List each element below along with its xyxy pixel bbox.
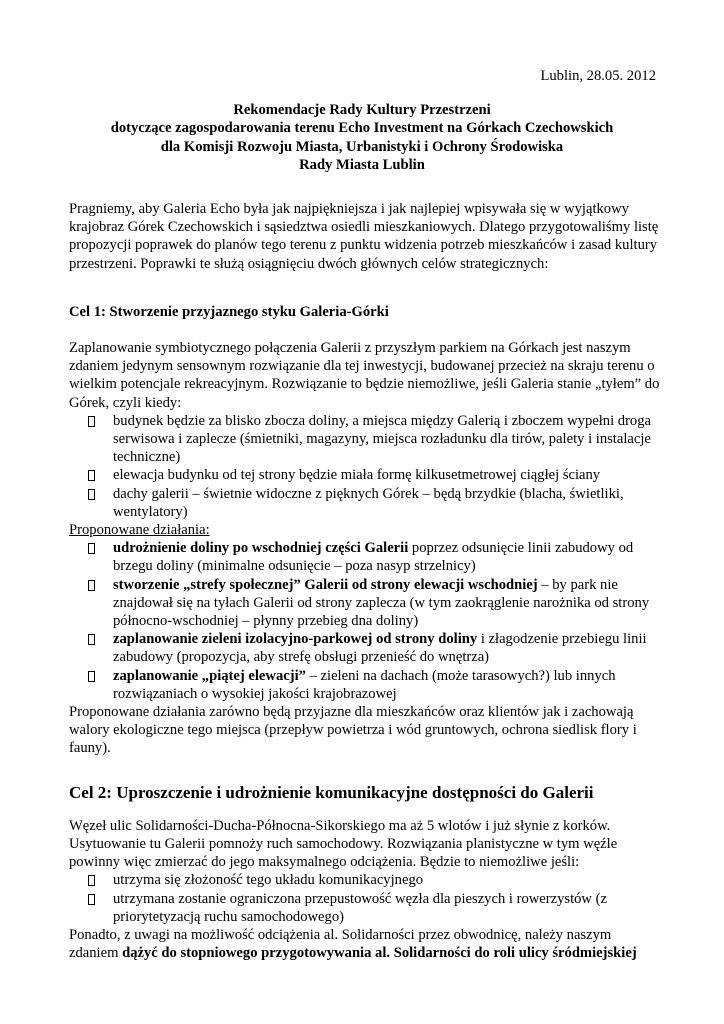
list-item-text: dachy galerii – świetnie widoczne z pięknych Górek – będą brzydkie (blacha, świetliki, wentylatory) — [113, 485, 624, 520]
bullet-square-icon — [88, 634, 95, 645]
document-heading — [0, 101, 724, 174]
bullet-square-icon — [88, 470, 95, 481]
action-bold-text: udrożnienie doliny po wschodniej części Galerii — [113, 540, 409, 557]
list-item — [69, 466, 664, 484]
closing-text: Ponadto, z uwagi na możliwość odciążenia al. Solidarności przez obwodnicę, należy naszym zdaniem — [69, 926, 612, 962]
section-title-cel-1: Cel 1: Stworzenie przyjaznego styku Galeria-Górki — [69, 303, 389, 320]
cel1-closing-paragraph: Proponowane działania zarówno będą przyjazne dla mieszkańców oraz klientów jak i zachowają walory ekologiczne tego miejsca (przepływ powietrza i wód gruntowych, ochrona siedlisk flory i fauny). — [69, 704, 637, 757]
list-item-text: elewacja budynku od tej strony będzie miała formę kilkusetmetrowej ciągłej ściany — [113, 467, 601, 484]
action-bold-text: zaplanowanie „piątej elewacji” — [113, 667, 306, 684]
intro-paragraph: Pragniemy, aby Galeria Echo była jak najpiękniejsza i jak najlepiej wpisywała się w wyjątkowy krajobraz Górek Czechowskich i sąsiedztwa osiedli mieszkaniowych. Dlatego przygotowaliśmy listę propozycji poprawek do planów tego terenu z punktu widzenia potrzeb mieszkańców i zasad kultury przestrzeni. Poprawki te służą osiągnięciu dwóch głównych celów strategicznych: — [69, 201, 659, 272]
heading-line-4: Rady Miasta Lublin — [299, 156, 425, 173]
cel2-problem-list — [69, 871, 664, 926]
list-item — [69, 871, 664, 889]
section-title-cel-2: Cel 2: Uproszczenie i udrożnienie komunikacyjne dostępności do Galerii — [69, 782, 594, 802]
list-item-text: utrzymana zostanie ograniczona przepustowość węzła dla pieszych i rowerzystów (z priorytetyzacją ruchu samochodowego) — [113, 890, 607, 925]
cel1-action-list — [69, 539, 664, 703]
actions-label: Proponowane działania: — [69, 522, 210, 539]
list-item — [69, 576, 664, 631]
cel1-problem-list — [69, 412, 664, 521]
cel1-paragraph: Zaplanowanie symbiotycznego połączenia Galerii z przyszłym parkiem na Górkach jest naszym zdaniem jedynym sensownym rozwiązanie dla tej inwestycji, budowanej przecież na skraju terenu o wielkim potencjale rekreacyjnym. Rozwiązanie to będzie niemożliwe, jeśli Galeria stanie „tyłem” do Górek, czyli kiedy: — [69, 340, 660, 411]
list-item — [69, 667, 664, 703]
cel2-paragraph: Węzeł ulic Solidarności-Ducha-Północna-Sikorskiego ma aż 5 wlotów i już słynie z korków. Usytuowanie tu Galerii pomnoży ruch samochodowy. Rozwiązania planistyczne w tym węźle powinny więc zmierzać do jego maksymalnego odciążenia. Będzie to niemożliwe jeśli: — [69, 817, 618, 871]
heading-line-3: dla Komisji Rozwoju Miasta, Urbanistyki i Ochrony Środowiska — [160, 138, 564, 155]
action-bold-text: zaplanowanie zieleni izolacyjno-parkowej od strony doliny — [113, 631, 478, 648]
list-item — [69, 485, 664, 521]
bullet-square-icon — [88, 894, 95, 905]
action-text: poprzez odsunięcie linii zabudowy od brzegu doliny (minimalne odsunięcie – poza nasyp strzelnicy) — [113, 540, 634, 575]
bullet-square-icon — [88, 489, 95, 500]
bullet-square-icon — [88, 671, 95, 682]
action-text: i złagodzenie przebiegu linii zabudowy (propozycja, aby strefę obsługi przenieść do wnętrza) — [113, 631, 647, 666]
action-text: – zieleni na dachach (może tarasowych?) lub innych rozwiązaniach o wysokiej jakości krajobrazowej — [113, 667, 616, 702]
list-item-text: utrzyma się złożoność tego układu komunikacyjnego — [113, 872, 424, 889]
list-item — [69, 539, 664, 575]
closing-bold-text: dążyć do stopniowego przygotowywania al. Solidarności do roli ulicy śródmiejskiej — [122, 945, 637, 962]
list-item — [69, 412, 664, 467]
document-body — [69, 200, 664, 962]
bullet-square-icon — [88, 580, 95, 591]
cel2-closing-paragraph — [69, 926, 664, 962]
heading-line-2: dotyczące zagospodarowania terenu Echo Investment na Górkach Czechowskich — [110, 120, 614, 137]
bullet-square-icon — [88, 875, 95, 886]
bullet-square-icon — [88, 416, 95, 427]
action-text: – by park nie znajdował się na tyłach Galerii od strony zaplecza (w tym zaokrąglenie narożnika od strony północno-wschodniej – płynny przebieg dna doliny) — [113, 576, 650, 630]
heading-line-1: Rekomendacje Rady Kultury Przestrzeni — [233, 102, 491, 118]
list-item — [69, 890, 664, 926]
list-item-text: budynek będzie za blisko zbocza doliny, a miejsca między Galerią i zboczem wypełni droga serwisowa i zaplecze (śmietniki, magazyny, miejsca rozładunku dla tirów, palety i instalacje techniczne) — [113, 412, 652, 466]
list-item — [69, 630, 664, 666]
action-bold-text: stworzenie „strefy społecznej” Galerii od strony elewacji wschodniej — [113, 576, 538, 593]
document-date: Lublin, 28.05. 2012 — [540, 68, 656, 84]
bullet-square-icon — [88, 543, 95, 554]
